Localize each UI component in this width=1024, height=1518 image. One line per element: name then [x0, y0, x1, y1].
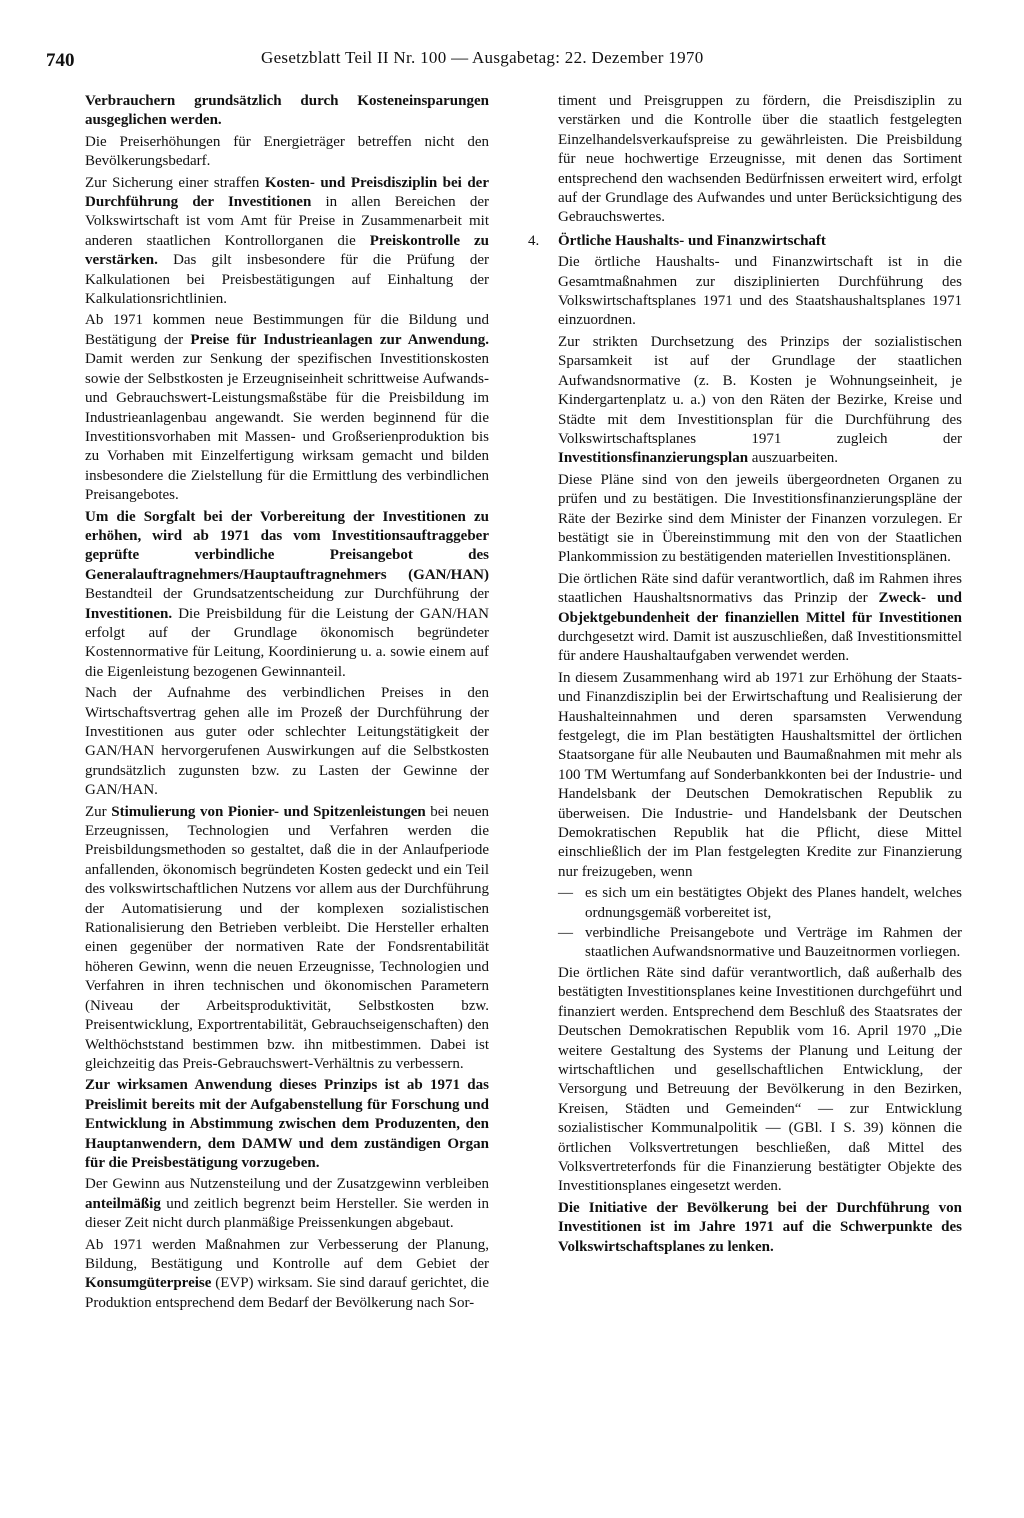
paragraph: Die Initiative der Bevölkerung bei der Durchführung von Investitionen ist im Jahre 1971 auf die Schwerpunkte des Volkswirtschaftsplanes zu lenken.: [558, 1199, 962, 1255]
paragraph: Ab 1971 werden Maßnahmen zur Verbesserung der Planung, Bildung, Bestätigung und Kontrolle auf dem Gebiet der Konsumgüterpreise (EVP) wirksam. Sie sind darauf gerichtet, die Produktion entsprechend dem Bedarf der Bevölkerung nach Sor-: [85, 1236, 489, 1311]
paragraph: timent und Preisgruppen zu fördern, die Preisdisziplin zu verstärken und die Kontrolle über die staatlich festgelegten Einzelhandelsverkaufspreise zu gewährleisten. Die Preisbildung für neue hochwertige Erzeugnisse, mit denen das Sortiment entsprechend den wachsenden Bedürfnissen erweitert wird, erfolgt auf der Grundlage des Aufwandes und unter Berücksichtigung des Gebrauchswertes.: [558, 93, 962, 226]
paragraph: Die Preiserhöhungen für Energieträger betreffen nicht den Bevölkerungsbedarf.: [85, 133, 489, 170]
section-title: Örtliche Haushalts- und Finanzwirtschaft: [558, 232, 826, 249]
left-column: [85, 92, 489, 1315]
list-item: — es sich um ein bestätigtes Objekt des Planes handelt, welches ordnungsgemäß vorbereitet ist,: [558, 885, 962, 921]
section-number: 4.: [528, 232, 540, 249]
paragraph: Zur Stimulierung von Pionier- und Spitzenleistungen bei neuen Erzeugnissen, Technologien und Verfahren werden die Preisbildungsmethoden so gestaltet, daß die in der Anlaufperiode anfallenden, ökonomisch begründeten Kosten gedeckt und ein Teil des volkswirtschaftlichen Nutzens vor allem aus der Durchführung der Automatisierung und der komplexen sozialistischen Rationalisierung den Betrieben verbleibt. Die Hersteller erhalten einen gegenüber der normativen Rate der Fondsrentabilität höheren Gewinn, wenn die neuen Erzeugnisse, Technologien und Verfahren in ihren technischen und ökonomischen Parametern (Niveau der Arbeitsproduktivität, Selbstkosten bzw. Preisentwicklung, Exportrentabilität, Gebrauchseigenschaften) den Welthöchststand bestimmen bzw. ihn mitbestimmen. Dabei ist gleichzeitig das Preis-Gebrauchswert-Verhältnis zu verbessern.: [85, 803, 489, 1072]
dash-bullet: —: [558, 925, 573, 942]
dash-bullet: —: [558, 885, 573, 902]
paragraph: Zur Sicherung einer straffen Kosten- und Preisdisziplin bei der Durchführung der Investitionen in allen Bereichen der Volkswirtschaft ist vom Amt für Preise in Zusammenarbeit mit anderen staatlichen Kontrollorganen die Preiskontrolle zu verstärken. Das gilt insbesondere für die Prüfung der Kalkulationen bei Preisbestätigungen auf Einhaltung der Kalkulationsrichtlinien.: [85, 174, 489, 308]
paragraph: Verbrauchern grundsätzlich durch Kosteneinsparungen ausgeglichen werden.: [85, 93, 489, 129]
paragraph: Die örtlichen Räte sind dafür verantwortlich, daß außerhalb des bestätigten Investitionsplanes keine Investitionen durchgeführt und finanziert werden. Entsprechend dem Beschluß des Staatsrates der Deutschen Demokratischen Republik vom 16. April 1970 „Die weitere Gestaltung des Systems der Planung und Leitung der wirtschaftlichen und gesellschaftlichen Entwicklung, der Versorgung und Betreuung der Bevölkerung in den Bezirken, Kreisen, Städten und Gemeinden“ — zur Entwicklung sozialistischer Kommunalpolitik — (GBl. I S. 39) können die örtlichen Volksvertretungen beschließen, daß Mittel des Volksvertreterfonds für die Finanzierung bestätigter Objekte des Investitionsplanes eingesetzt werden.: [558, 964, 962, 1195]
paragraph: Um die Sorgfalt bei der Vorbereitung der Investitionen zu erhöhen, wird ab 1971 das vom Investitionsauftraggeber geprüfte verbindliche Preisangebot des Generalauftragnehmers/Hauptauftragnehmers (GAN/HAN) Bestandteil der Grundsatzentscheidung zur Durchführung der Investitionen. Die Preisbildung für die Leistung der GAN/HAN erfolgt auf der Grundlage ökonomisch begründeter Kostennormative für Leitung, Koordinierung u. a. sowie einem auf die Eigenleistung bezogenen Gewinnanteil.: [85, 508, 489, 680]
section-heading: [528, 232, 962, 251]
paragraph: Die örtliche Haushalts- und Finanzwirtschaft ist in die Gesamtmaßnahmen zur disziplinierten Durchführung des Volkswirtschaftsplanes 1971 und des Staatshaushaltsplanes 1971 einzuordnen.: [558, 254, 962, 329]
paragraph: Diese Pläne sind von den jeweils übergeordneten Organen zu prüfen und zu bestätigen. Die Investitionsfinanzierungspläne der Räte der Bezirke sind dem Minister der Finanzen vorzulegen. Er bestätigt sie in Übereinstimmung mit den von der Staatlichen Plankommission zu bestätigenden materiellen Investitionsplänen.: [558, 471, 962, 566]
paragraph: Die örtlichen Räte sind dafür verantwortlich, daß im Rahmen ihres staatlichen Haushaltsnormativs das Prinzip der Zweck- und Objektgebundenheit der finanziellen Mittel für Investitionen durchgesetzt wird. Damit ist auszuschließen, daß Investitionsmittel für andere Haushaltaufgaben verwendet werden.: [558, 570, 962, 665]
paragraph: Zur strikten Durchsetzung des Prinzips der sozialistischen Sparsamkeit ist auf der Grundlage der staatlichen Aufwandsnormative (z. B. Kosten je Wohnungseinheit, je Kindergartenplatz u. a.) von den Räten der Bezirke, Kreise und Städte mit dem Investitionsplan für die Durchführung des Volkswirtschaftsplanes 1971 zugleich der Investitionsfinanzierungsplan auszuarbeiten.: [558, 333, 962, 467]
paragraph: In diesem Zusammenhang wird ab 1971 zur Erhöhung der Staats- und Finanzdisziplin bei der Erwirtschaftung und Realisierung der Haushalteinnahmen und deren sparsamsten Verwendung festgelegt, die im Plan bestätigten Haushaltsmittel der örtlichen Staatsorgane für alle Neubauten und Baumaßnahmen mit mehr als 100 TM Wertumfang auf Sonderbankkonten bei der Industrie- und Handelsbank der Deutschen Demokratischen Republik zu überweisen. Die Industrie- und Handelsbank der Deutschen Demokratischen Republik hat die Pflicht, diese Mittel einschließlich der im Plan festgelegten Kredite zur Finanzierung nur freizugeben, wenn: [558, 669, 962, 880]
paragraph: Ab 1971 kommen neue Bestimmungen für die Bildung und Bestätigung der Preise für Industrieanlagen zur Anwendung. Damit werden zur Senkung der spezifischen Investitionskosten sowie der Selbstkosten je Erzeugniseinheit schrittweise Aufwands- und Gebrauchswert-Leistungsmaßstäbe für die Preisbildung im Industrieanlagenbau angewandt. Sie werden beginnend für die Investitionsvorhaben mit Massen- und Großserienproduktion bis zu Vorhaben mit Einzelfertigung wirksam gemacht und bilden insbesondere die Zielstellung für die Ermittlung des verbindlichen Preisangebotes.: [85, 312, 489, 504]
right-column: [528, 92, 962, 1259]
paragraph: Nach der Aufnahme des verbindlichen Preises in den Wirtschaftsvertrag gehen alle im Prozeß der Durchführung der Investitionen aus guter oder schlechter Leitungstätigkeit der GAN/HAN hervorgerufenen Auswirkungen auf die Selbstkosten grundsätzlich zugunsten bzw. zu Lasten der Gewinne der GAN/HAN.: [85, 685, 489, 799]
paragraph: Zur wirksamen Anwendung dieses Prinzips ist ab 1971 das Preislimit bereits mit der Aufgabenstellung für Forschung und Entwicklung in Abstimmung zwischen dem Produzenten, den Hauptanwendern, dem DAMW und dem zuständigen Organ für die Preisbestätigung vorzugeben.: [85, 1077, 489, 1171]
paragraph: Der Gewinn aus Nutzensteilung und der Zusatzgewinn verbleiben anteilmäßig und zeitlich begrenzt beim Hersteller. Sie werden in dieser Zeit nicht durch planmäßige Preissenkungen abgebaut.: [85, 1176, 489, 1232]
page-number: 740: [46, 50, 75, 71]
list-item: — verbindliche Preisangebote und Verträge im Rahmen der staatlichen Aufwandsnormative und Bauzeitnormen vorliegen.: [558, 925, 962, 961]
running-head: Gesetzblatt Teil II Nr. 100 — Ausgabetag: 22. Dezember 1970: [261, 48, 704, 67]
